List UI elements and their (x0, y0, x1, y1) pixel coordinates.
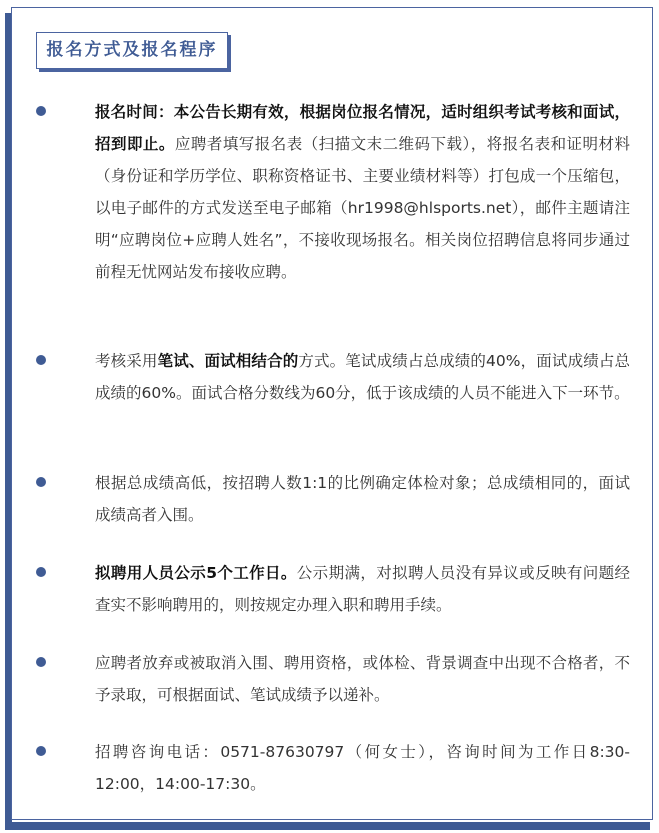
item-text: 应聘者放弃或被取消入围、聘用资格，或体检、背景调查中出现不合格者，不予录取，可根据面试、笔试成绩予以递补。 (95, 654, 630, 704)
item-text: 考核采用 (95, 352, 158, 370)
list-item (95, 467, 630, 531)
bottom-accent-bar (5, 822, 650, 830)
item-text: 应聘者填写报名表（扫描文末二维码下载），将报名表和证明材料（身份证和学历学位、职称资格证书、主要业绩材料等）打包成一个压缩包，以电子邮件的方式发送至电子邮箱（hr1998@hlsports.net），邮件主题请注明“应聘岗位+应聘人姓名”，不接收现场报名。相关岗位招聘信息将同步通过前程无忧网站发布接收应聘。 (95, 135, 630, 281)
item-bold: 笔试、面试相结合的 (157, 352, 299, 370)
bullet-icon (36, 477, 46, 487)
bullet-icon (36, 355, 46, 365)
item-text: 方式。笔试成绩占总成绩的40%，面试成绩占总成绩的60%。面试合格分数线为60分，低于该成绩的人员不能进入下一环节。 (95, 352, 630, 402)
item-bold: 拟聘用人员公示5个工作日。 (95, 564, 297, 582)
item-text: 根据总成绩高低，按招聘人数1:1的比例确定体检对象；总成绩相同的，面试成绩高者入围。 (95, 474, 630, 524)
list-item (95, 345, 630, 409)
list-item (95, 96, 630, 288)
item-text: 招聘咨询电话：0571-87630797（何女士），咨询时间为工作日8:30-12:00，14:00-17:30。 (95, 743, 630, 793)
item-text: 公示期满，对拟聘人员没有异议或反映有问题经查实不影响聘用的，则按规定办理入职和聘用手续。 (95, 564, 630, 614)
list-item (95, 647, 630, 711)
list-item (95, 557, 630, 621)
bullet-icon (36, 657, 46, 667)
item-bold: 报名时间：本公告长期有效，根据岗位报名情况，适时组织考试考核和面试，招到即止。 (95, 103, 630, 153)
list-item (95, 736, 630, 800)
section-title: 报名方式及报名程序 (36, 32, 228, 69)
bullet-icon (36, 567, 46, 577)
bullet-icon (36, 106, 46, 116)
bullet-icon (36, 746, 46, 756)
